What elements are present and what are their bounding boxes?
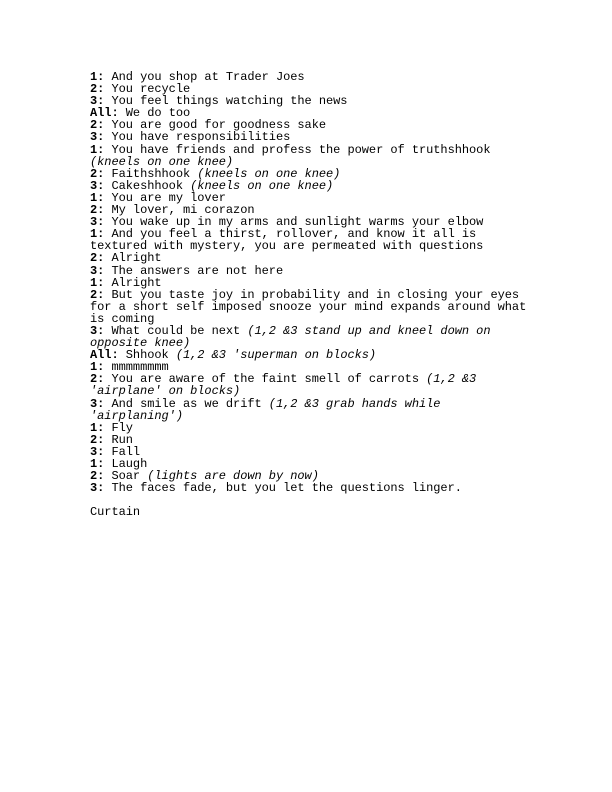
stage-direction: (1,2 &3 stand up and kneel down on opposite knee) [90,323,498,351]
dialogue-text: But you taste joy in probability and in closing your eyes for a short self imposed snooze your mind expands around what is coming [90,287,534,326]
dialogue-line [90,482,530,494]
dialogue-text: Run [111,432,133,447]
dialogue-text: And smile as we drift [111,396,269,411]
dialogue-text: The faces fade, but you let the questions linger. [111,481,462,496]
speaker-colon: : [111,348,126,363]
dialogue-text: You have friends and profess the power of truthshhook [111,142,498,157]
dialogue-text: You are good for goodness sake [111,118,327,133]
speaker-label: All [90,348,112,363]
speaker-colon: : [97,142,112,157]
speaker-label: 1 [90,190,98,205]
dialogue-text: We do too [125,106,191,121]
dialogue-text: You recycle [111,82,191,97]
stage-direction: (kneels on one knee) [197,166,341,181]
speaker-label: 1 [90,360,98,375]
speaker-colon: : [97,190,112,205]
speaker-colon: : [97,275,112,290]
dialogue-text: And you feel a thirst, rollover, and know it all is textured with mystery, you are permeated with questions [90,227,484,254]
stage-direction: (1,2 &3 grab hands while 'airplaning') [90,396,448,423]
dialogue-text: You are aware of the faint smell of carrots [111,372,427,387]
speaker-colon: : [97,360,112,375]
dialogue-line [90,398,530,422]
speaker-colon: : [97,227,112,242]
dialogue-text: Alright [111,275,162,290]
dialogue-line [90,434,530,446]
speaker-label: 3 [90,481,98,496]
speaker-colon: : [97,203,112,218]
dialogue-text: My lover, mi corazon [111,203,255,218]
dialogue-text: Fly [111,420,133,435]
speaker-colon: : [97,178,112,193]
dialogue-text: You have responsibilities [111,130,291,145]
speaker-label: 1 [90,70,98,84]
dialogue-text: Soar [111,469,148,484]
speaker-label: 1 [90,457,98,471]
speaker-label: 2 [90,251,98,266]
speaker-colon: : [97,372,112,387]
speaker-colon: : [97,457,112,471]
speaker-label: 3 [90,215,98,230]
speaker-label: 2 [90,118,98,133]
speaker-label: 2 [90,203,98,218]
speaker-label: 2 [90,432,98,447]
speaker-label: 3 [90,130,98,145]
script-body [90,70,534,520]
speaker-colon: : [111,106,126,121]
dialogue-text: And you shop at Trader Joes [111,70,305,84]
stage-direction: (1,2 &3 'airplane' on blocks) [90,372,484,399]
dialogue-text: What could be next [111,323,248,338]
dialogue-line [90,144,530,168]
speaker-label: 2 [90,287,98,302]
dialogue-text: Cakeshhook [111,178,191,193]
speaker-label: 3 [90,396,98,411]
speaker-colon: : [97,251,112,266]
speaker-colon: : [97,323,112,338]
dialogue-line [90,422,530,434]
speaker-colon: : [97,215,112,230]
stage-direction: (kneels on one knee) [190,178,334,193]
dialogue-list [90,70,534,496]
speaker-colon: : [97,166,112,181]
speaker-colon: : [97,130,112,145]
dialogue-text: The answers are not here [111,263,284,278]
speaker-label: 2 [90,469,98,484]
speaker-colon: : [97,469,112,484]
speaker-label: 2 [90,372,98,387]
closing-curtain: Curtain [90,505,141,520]
dialogue-text: You wake up in my arms and sunlight warms your elbow [111,215,484,230]
speaker-colon: : [97,94,112,109]
speaker-colon: : [97,481,112,496]
speaker-label: 2 [90,166,98,181]
speaker-colon: : [97,263,112,278]
speaker-colon: : [97,444,112,459]
speaker-colon: : [97,118,112,133]
speaker-label: 3 [90,263,98,278]
dialogue-text: Shhook [125,348,176,363]
speaker-label: All [90,106,112,121]
dialogue-line [90,287,534,326]
dialogue-line [90,446,530,458]
speaker-label: 1 [90,275,98,290]
speaker-colon: : [97,432,112,447]
speaker-label: 1 [90,420,98,435]
speaker-label: 3 [90,178,98,193]
stage-direction: (kneels on one knee) [90,154,234,169]
speaker-label: 3 [90,444,98,459]
dialogue-line [90,373,530,397]
dialogue-text: You feel things watching the news [111,94,348,109]
speaker-colon: : [97,82,112,97]
speaker-colon: : [97,396,112,411]
dialogue-text: mmmmmmmm [111,360,169,375]
stage-direction: (lights are down by now) [147,469,319,484]
speaker-label: 3 [90,94,98,109]
speaker-label: 1 [90,227,98,242]
speaker-colon: : [97,287,112,302]
dialogue-text: You are my lover [111,190,226,205]
speaker-colon: : [97,420,112,435]
stage-direction: (1,2 &3 'superman on blocks) [175,348,377,363]
speaker-label: 2 [90,82,98,97]
dialogue-line [90,325,530,349]
dialogue-text: Laugh [111,457,148,471]
dialogue-text: Fall [111,444,141,459]
speaker-label: 1 [90,142,98,157]
speaker-label: 3 [90,323,98,338]
dialogue-line [90,228,530,252]
dialogue-text: Alright [111,251,162,266]
speaker-colon: : [97,70,112,84]
dialogue-text: Faithshhook [111,166,198,181]
